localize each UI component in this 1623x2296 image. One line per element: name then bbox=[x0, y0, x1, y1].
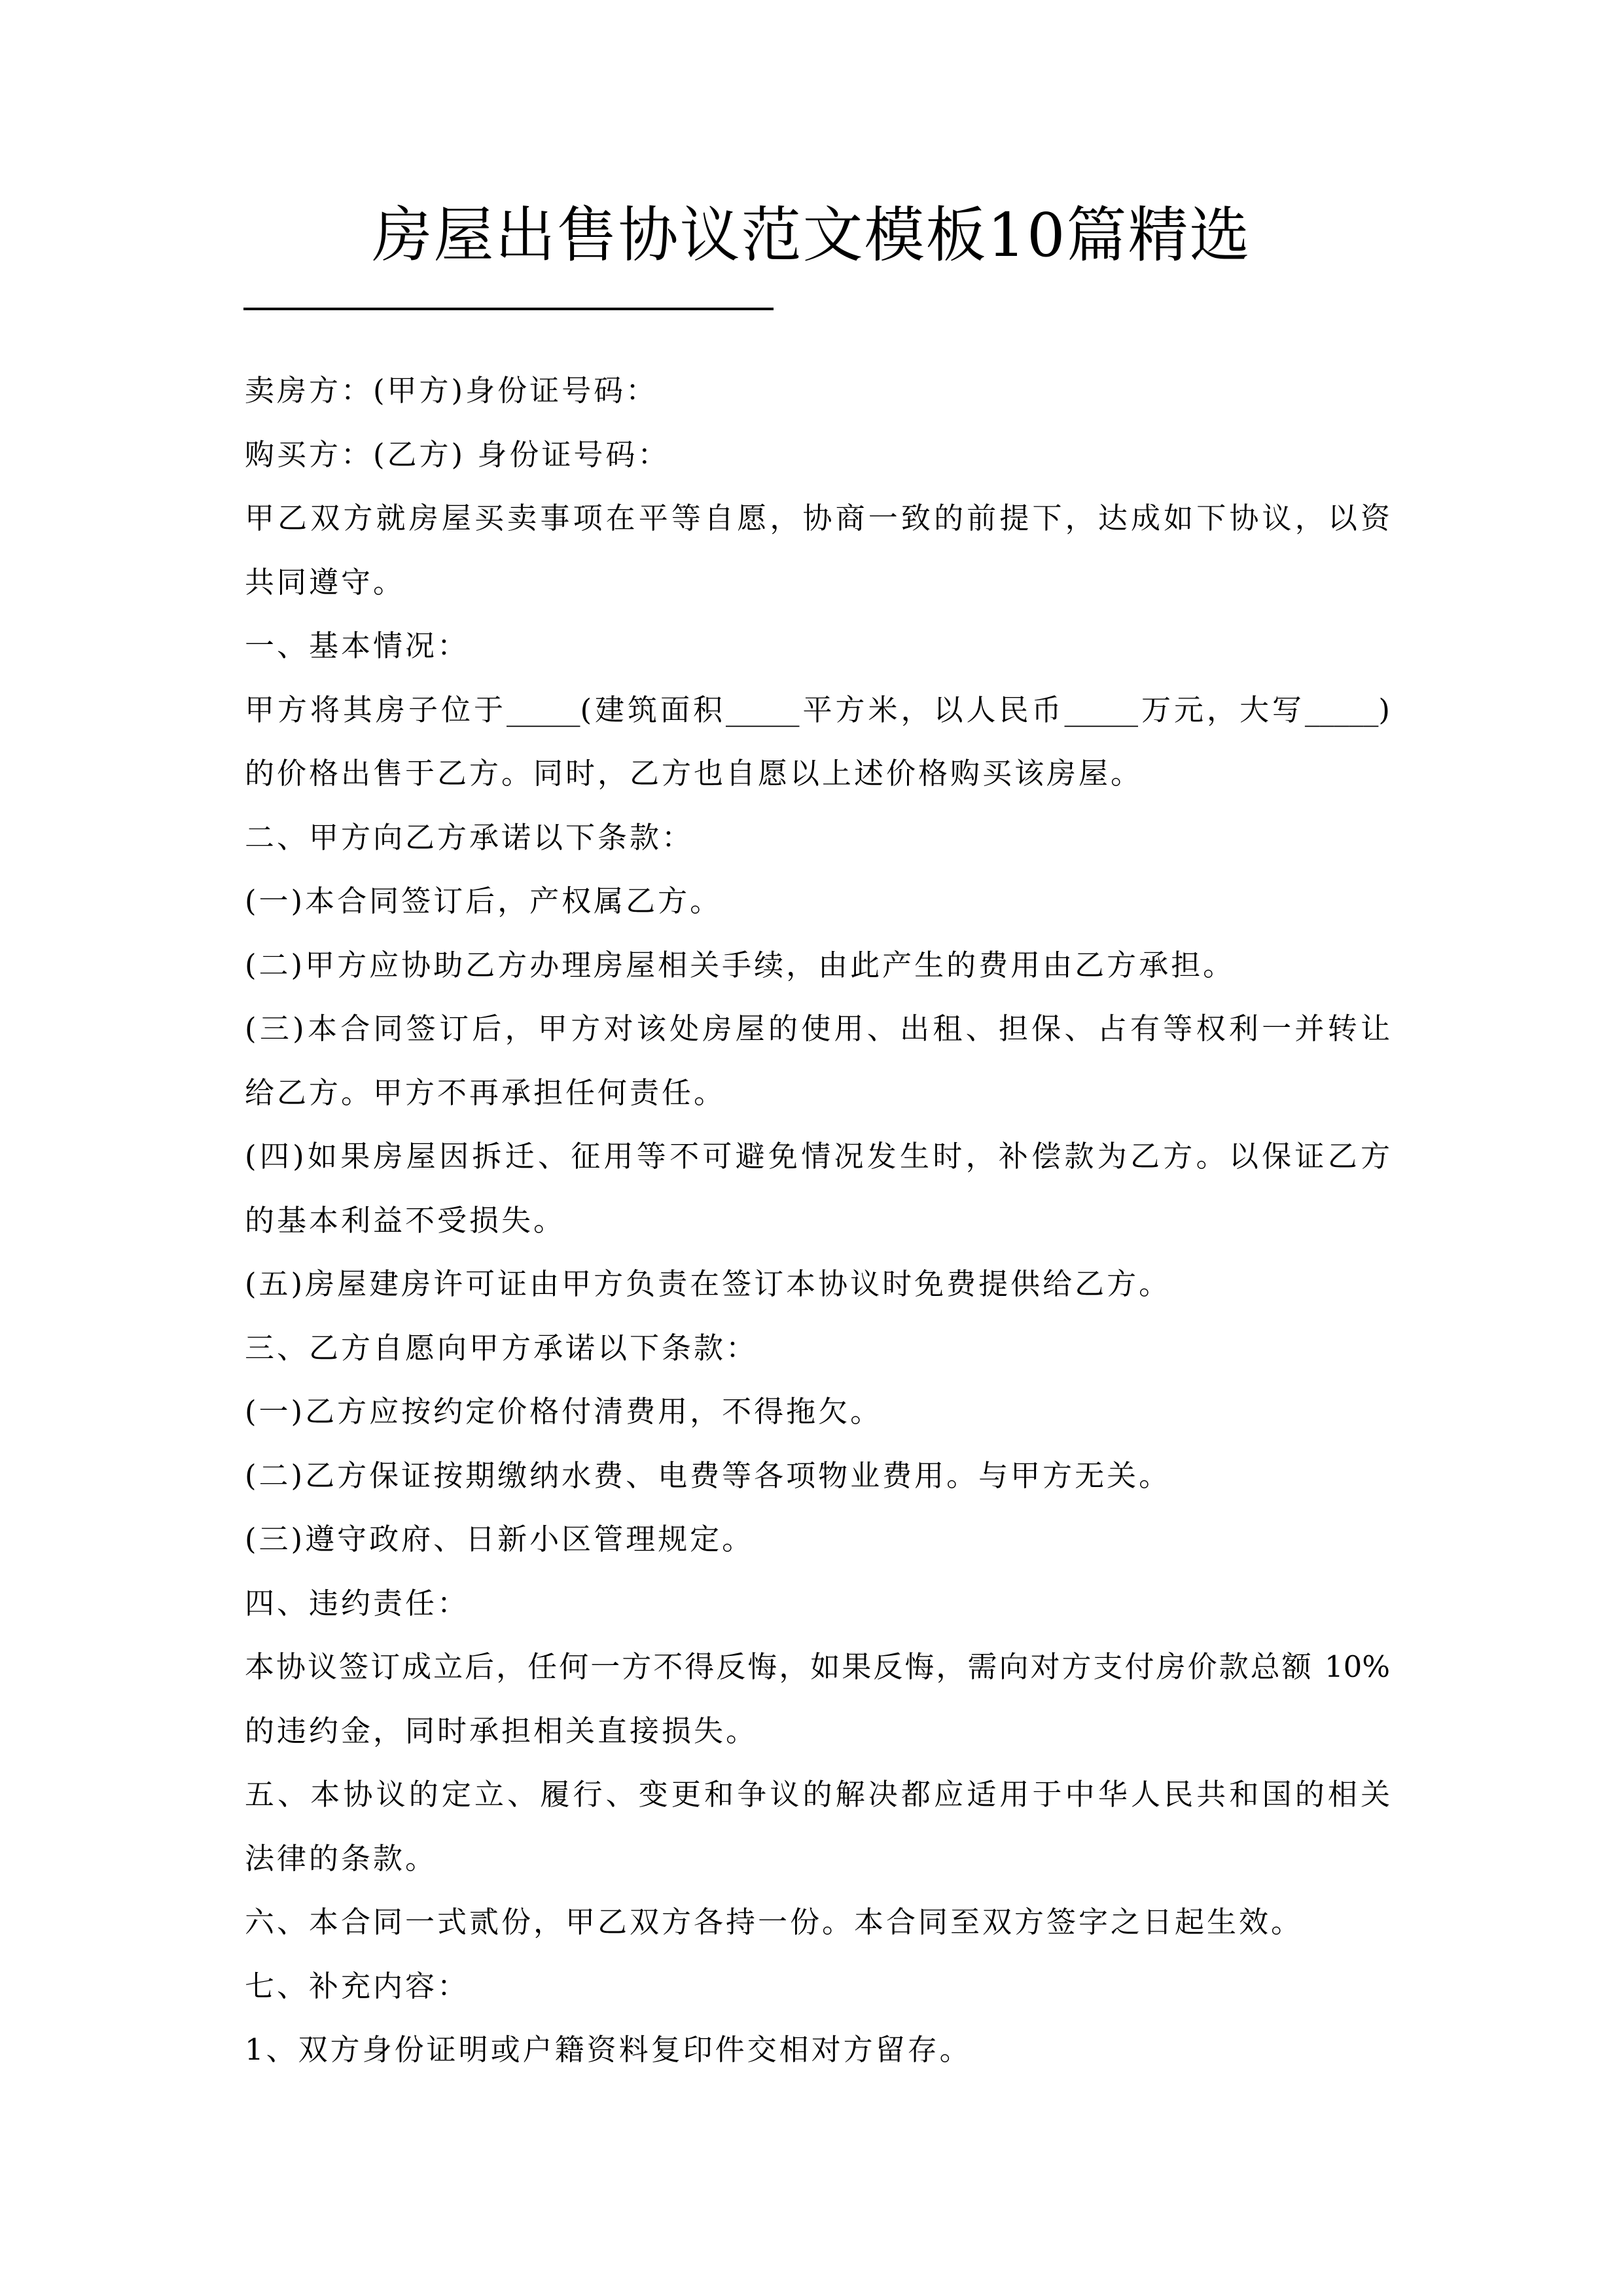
section-2-clause-5: (五)房屋建房许可证由甲方负责在签订本协议时免费提供给乙方。 bbox=[245, 1266, 1171, 1301]
party-buyer-line: 购买方：(乙方) 身份证号码： bbox=[245, 437, 670, 472]
section-4-body-line-1: 本协议签订成立后，任何一方不得反悔，如果反悔，需向对方支付房价款总额 10% bbox=[245, 1649, 1390, 1684]
section-3-heading: 三、乙方自愿向甲方承诺以下条款： bbox=[245, 1330, 758, 1365]
section-2-clause-4-line-2: 的基本利益不受损失。 bbox=[245, 1202, 566, 1238]
section-2-clause-2: (二)甲方应协助乙方办理房屋相关手续，由此产生的费用由乙方承担。 bbox=[245, 947, 1236, 982]
preamble-line-1: 甲乙双方就房屋买卖事项在平等自愿，协商一致的前提下，达成如下协议，以资 bbox=[245, 501, 1390, 535]
section-7-item-1: 1、双方身份证明或户籍资料复印件交相对方留存。 bbox=[245, 2032, 972, 2067]
section-1-body-line-2: 的价格出售于乙方。同时，乙方也自愿以上述价格购买该房屋。 bbox=[245, 756, 1143, 791]
section-4-body-line-2: 的违约金，同时承担相关直接损失。 bbox=[245, 1713, 758, 1748]
section-2-clause-3-line-2: 给乙方。甲方不再承担任何责任。 bbox=[245, 1075, 726, 1110]
section-1-body-line-1: 甲方将其房子位于_____(建筑面积_____平方米，以人民币_____万元，大写_____) bbox=[245, 692, 1390, 727]
section-6-line: 六、本合同一式贰份，甲乙双方各持一份。本合同至双方签字之日起生效。 bbox=[245, 1905, 1304, 1939]
preamble-line-2: 共同遵守。 bbox=[245, 564, 406, 600]
section-3-clause-3: (三)遵守政府、日新小区管理规定。 bbox=[245, 1522, 755, 1556]
section-4-heading: 四、违约责任： bbox=[245, 1585, 470, 1621]
party-seller-line: 卖房方：(甲方)身份证号码： bbox=[245, 373, 658, 408]
section-3-clause-2: (二)乙方保证按期缴纳水费、电费等各项物业费用。与甲方无关。 bbox=[245, 1458, 1171, 1493]
section-2-clause-3-line-1: (三)本合同签订后，甲方对该处房屋的使用、出租、担保、占有等权利一并转让 bbox=[245, 1011, 1390, 1046]
section-2-clause-1: (一)本合同签订后，产权属乙方。 bbox=[245, 884, 722, 918]
section-5-line-2: 法律的条款。 bbox=[245, 1840, 438, 1876]
section-5-line-1: 五、本协议的定立、履行、变更和争议的解决都应适用于中华人民共和国的相关 bbox=[245, 1777, 1390, 1812]
title-divider-rule bbox=[243, 308, 774, 310]
section-3-clause-1: (一)乙方应按约定价格付清费用，不得拖欠。 bbox=[245, 1394, 883, 1429]
section-2-clause-4-line-1: (四)如果房屋因拆迁、征用等不可避免情况发生时，补偿款为乙方。以保证乙方 bbox=[245, 1139, 1390, 1174]
section-1-heading: 一、基本情况： bbox=[245, 628, 470, 663]
section-2-heading: 二、甲方向乙方承诺以下条款： bbox=[245, 819, 694, 855]
document-title: 房屋出售协议范文模板10篇精选 bbox=[372, 200, 1251, 270]
document-body bbox=[245, 359, 1390, 2082]
section-7-heading: 七、补充内容： bbox=[245, 1968, 470, 2003]
